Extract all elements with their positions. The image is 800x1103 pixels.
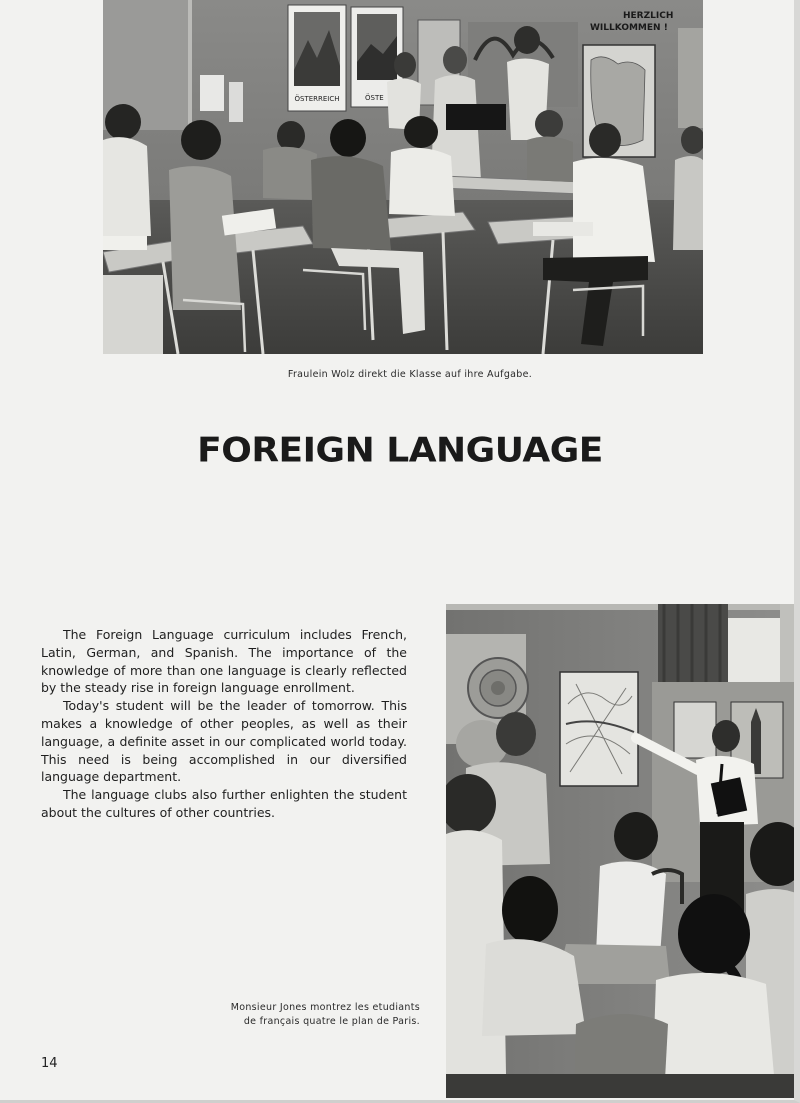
- austria-poster: [288, 5, 346, 111]
- banner-line-2: WILLKOMMEN !: [590, 23, 668, 33]
- body-paragraph: The language clubs also further enlighten the student about the cultures of other countries.: [41, 787, 407, 820]
- paris-map: [560, 672, 638, 786]
- caption-line: Monsieur Jones montrez les etudiants: [230, 1002, 420, 1013]
- top-photo-caption: Fraulein Wolz direkt die Klasse auf ihre Aufgabe.: [287, 369, 533, 380]
- poster-text-2: ÖSTE: [365, 94, 384, 102]
- banner-line-1: HERZLICH: [623, 11, 674, 21]
- page-number: 14: [41, 1056, 58, 1071]
- body-paragraph: The Foreign Language curriculum includes French, Latin, German, and Spanish. The importance of the knowledge of more than one language is clearly reflected by the steady rise in foreign language enrollment.: [41, 627, 407, 696]
- classroom-photo-top: [103, 0, 703, 354]
- cathedral-poster: [674, 702, 716, 758]
- bottom-photo-caption: [196, 1001, 420, 1029]
- page-title: FOREIGN LANGUAGE: [197, 431, 603, 470]
- poster-text: ÖSTERREICH: [294, 95, 340, 103]
- body-text: [41, 626, 407, 822]
- body-paragraph: Today's student will be the leader of tomorrow. This makes a knowledge of other peoples, as well as their language, a definite asset in our complicated world today. This need is being accomplished in our diversified language department.: [41, 698, 407, 785]
- caption-line: de français quatre le plan de Paris.: [243, 1016, 420, 1027]
- classroom-photo-bottom: [446, 604, 798, 1098]
